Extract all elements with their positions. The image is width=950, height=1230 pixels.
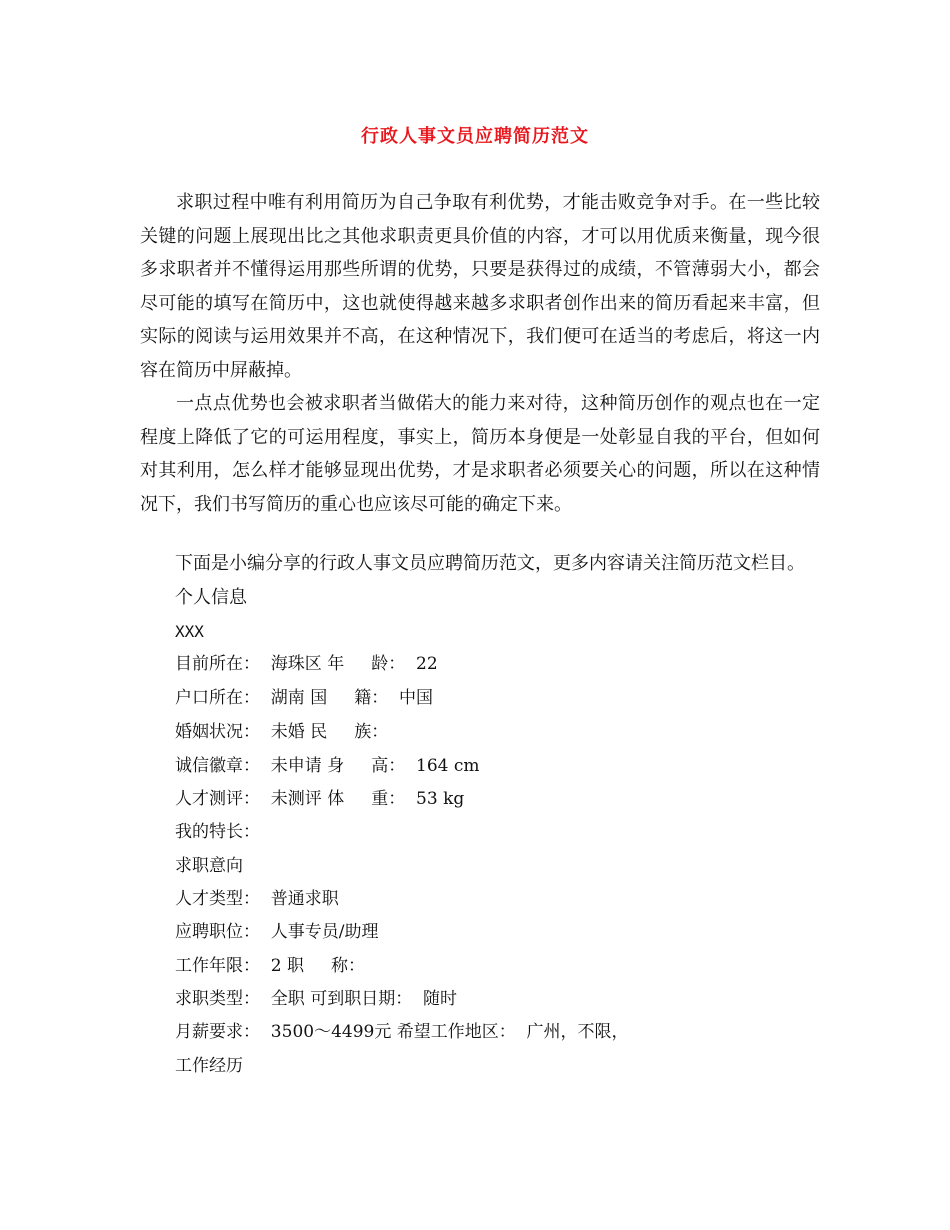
intro-line: 下面是小编分享的行政人事文员应聘简历范文，更多内容请关注简历范文栏目。 — [175, 553, 805, 574]
intent-line-job-type: 求职类型： 全职 可到职日期： 随时 — [175, 989, 458, 1009]
section-job-intent: 求职意向 — [175, 856, 243, 876]
personal-line-credit-badge: 诚信徽章： 未申请 身 高： 164 cm — [175, 756, 480, 776]
personal-line-marital: 婚姻状况： 未婚 民 族： — [175, 722, 389, 742]
applicant-name: XXX — [175, 622, 204, 641]
section-personal-info: 个人信息 — [175, 587, 247, 608]
personal-line-specialty: 我的特长： — [175, 822, 260, 842]
paragraph-1: 求职过程中唯有利用简历为自己争取有利优势，才能击败竞争对手。在一些比较关键的问题上展现出比之其他求职责更具价值的内容，才可以用优质来衡量，现今很多求职者并不懂得运用那些所谓的优势，只要是获得过的成绩，不管薄弱大小，都会尽可能的填写在简历中，这也就使得越来越多求职者创作出来的简历看起来丰富，但实际的阅读与运用效果并不高，在这种情况下，我们便可在适当的考虑后，将这一内容在简历中屏蔽掉。 — [140, 192, 820, 381]
intro-paragraphs — [140, 186, 820, 521]
intent-line-years: 工作年限： 2 职 称： — [175, 956, 366, 976]
paragraph-2: 一点点优势也会被求职者当做偌大的能力来对待，这种简历创作的观点也在一定程度上降低了它的可运用程度，事实上，简历本身便是一处彰显自我的平台，但如何对其利用，怎么样才能够显现出优势，才是求职者必须要关心的问题，所以在这种情况下，我们书写简历的重心也应该尽可能的确定下来。 — [140, 393, 820, 515]
personal-line-talent-eval: 人才测评： 未测评 体 重： 53 kg — [175, 789, 465, 809]
section-work-experience: 工作经历 — [175, 1056, 243, 1076]
personal-line-hukou: 户口所在： 湖南 国 籍： 中国 — [175, 688, 434, 708]
intent-line-position: 应聘职位： 人事专员/助理 — [175, 922, 379, 942]
personal-line-current-location: 目前所在： 海珠区 年 龄： 22 — [175, 654, 438, 674]
intent-line-salary: 月薪要求： 3500～4499元 希望工作地区： 广州，不限， — [175, 1022, 629, 1042]
document-title: 行政人事文员应聘简历范文 — [361, 126, 589, 147]
intent-line-talent-type: 人才类型： 普通求职 — [175, 889, 339, 909]
